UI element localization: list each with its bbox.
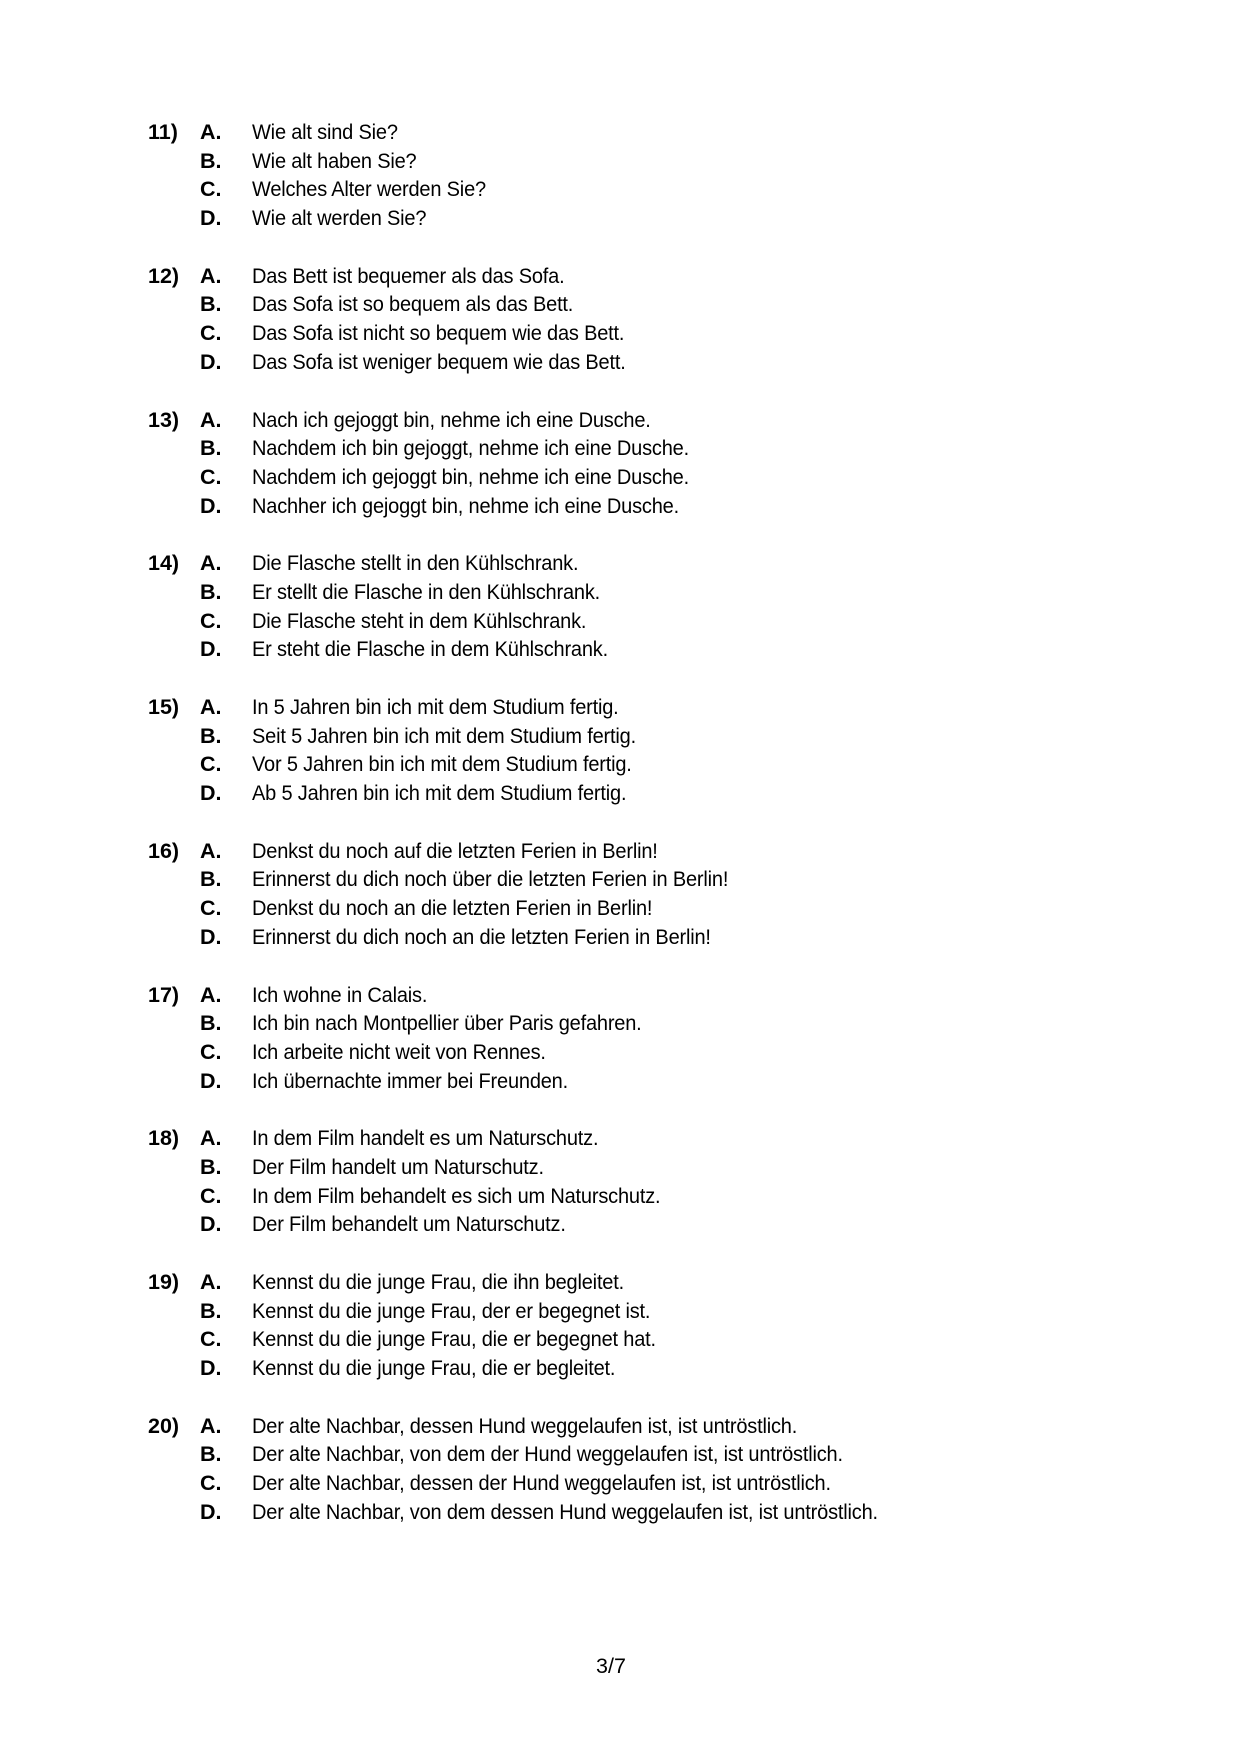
option-row bbox=[148, 923, 1148, 952]
option-row bbox=[148, 894, 1148, 923]
option-text: Wie alt werden Sie? bbox=[252, 206, 427, 231]
option-row bbox=[148, 693, 1148, 722]
option-letter: A. bbox=[200, 407, 222, 432]
question-12 bbox=[148, 262, 1148, 377]
option-text: Er stellt die Flasche in den Kühlschrank. bbox=[252, 579, 601, 604]
option-row bbox=[148, 1440, 1148, 1469]
option-letter: C. bbox=[200, 1471, 222, 1496]
option-text: Nachdem ich gejoggt bin, nehme ich eine Dusche. bbox=[252, 464, 689, 489]
option-row bbox=[148, 549, 1148, 578]
option-text: Ab 5 Jahren bin ich mit dem Studium fertig. bbox=[252, 781, 627, 806]
option-text: Ich arbeite nicht weit von Rennes. bbox=[252, 1039, 546, 1064]
option-text: Der alte Nachbar, dessen der Hund weggelaufen ist, ist untröstlich. bbox=[252, 1471, 831, 1496]
option-letter: D. bbox=[200, 1068, 222, 1093]
option-letter: B. bbox=[200, 723, 222, 748]
option-row bbox=[148, 1297, 1148, 1326]
option-text: Der alte Nachbar, von dem dessen Hund weggelaufen ist, ist untröstlich. bbox=[252, 1499, 878, 1524]
option-letter: C. bbox=[200, 177, 222, 202]
option-row bbox=[148, 1210, 1148, 1239]
option-text: Denkst du noch auf die letzten Ferien in Berlin! bbox=[252, 838, 658, 863]
option-letter: B. bbox=[200, 1154, 222, 1179]
question-11 bbox=[148, 118, 1148, 233]
question-18 bbox=[148, 1124, 1148, 1239]
question-15 bbox=[148, 693, 1148, 808]
option-row bbox=[148, 837, 1148, 866]
option-letter: A. bbox=[200, 1413, 222, 1438]
option-text: Der Film behandelt um Naturschutz. bbox=[252, 1212, 566, 1237]
question-14 bbox=[148, 549, 1148, 664]
option-text: Vor 5 Jahren bin ich mit dem Studium fertig. bbox=[252, 752, 632, 777]
option-letter: C. bbox=[200, 464, 222, 489]
option-row bbox=[148, 635, 1148, 664]
option-letter: D. bbox=[200, 637, 222, 662]
question-number: 18) bbox=[148, 1126, 180, 1151]
option-text: Der alte Nachbar, dessen Hund weggelaufen ist, ist untröstlich. bbox=[252, 1413, 798, 1438]
question-number: 11) bbox=[148, 120, 178, 144]
question-number: 15) bbox=[148, 695, 180, 719]
question-number: 20) bbox=[148, 1413, 180, 1438]
option-text: Seit 5 Jahren bin ich mit dem Studium fertig. bbox=[252, 723, 636, 748]
option-row bbox=[148, 1498, 1148, 1527]
option-row bbox=[148, 262, 1148, 291]
option-text: Kennst du die junge Frau, der er begegnet ist. bbox=[252, 1298, 651, 1323]
option-text: Er steht die Flasche in dem Kühlschrank. bbox=[252, 637, 608, 662]
option-text: Erinnerst du dich noch über die letzten Ferien in Berlin! bbox=[252, 867, 729, 892]
option-letter: B. bbox=[200, 867, 222, 892]
option-text: Wie alt haben Sie? bbox=[252, 148, 417, 173]
question-number: 12) bbox=[148, 263, 180, 288]
question-20 bbox=[148, 1412, 1148, 1527]
option-text: Erinnerst du dich noch an die letzten Ferien in Berlin! bbox=[252, 924, 711, 949]
option-letter: C. bbox=[200, 608, 222, 633]
option-letter: C. bbox=[200, 896, 222, 921]
option-row bbox=[148, 406, 1148, 435]
question-number: 13) bbox=[148, 407, 180, 432]
option-letter: D. bbox=[200, 1212, 222, 1237]
question-19 bbox=[148, 1268, 1148, 1383]
option-text: Nachdem ich bin gejoggt, nehme ich eine Dusche. bbox=[252, 436, 689, 461]
option-letter: C. bbox=[200, 752, 222, 777]
page-number: 3/7 bbox=[596, 1654, 626, 1678]
option-row bbox=[148, 434, 1148, 463]
option-letter: D. bbox=[200, 781, 222, 806]
question-number: 17) bbox=[148, 982, 180, 1007]
option-text: Nachher ich gejoggt bin, nehme ich eine Dusche. bbox=[252, 493, 679, 518]
option-row bbox=[148, 463, 1148, 492]
option-letter: C. bbox=[200, 1183, 222, 1208]
option-letter: B. bbox=[200, 292, 222, 317]
option-row bbox=[148, 118, 1148, 147]
option-letter: A. bbox=[200, 695, 222, 719]
option-letter: B. bbox=[200, 1011, 222, 1036]
option-letter: D. bbox=[200, 206, 222, 231]
option-letter: A. bbox=[200, 1126, 222, 1151]
option-letter: C. bbox=[200, 1327, 222, 1352]
option-letter: D. bbox=[200, 924, 222, 949]
option-row bbox=[148, 1268, 1148, 1297]
option-row bbox=[148, 290, 1148, 319]
option-letter: D. bbox=[200, 1499, 222, 1524]
option-text: In dem Film handelt es um Naturschutz. bbox=[252, 1126, 599, 1151]
option-letter: A. bbox=[200, 263, 222, 288]
option-letter: B. bbox=[200, 579, 222, 604]
option-row bbox=[148, 1182, 1148, 1211]
option-text: In dem Film behandelt es sich um Naturschutz. bbox=[252, 1183, 661, 1208]
question-number: 14) bbox=[148, 551, 180, 576]
option-letter: C. bbox=[200, 1039, 222, 1064]
option-letter: A. bbox=[200, 838, 222, 863]
question-16 bbox=[148, 837, 1148, 952]
option-text: Der Film handelt um Naturschutz. bbox=[252, 1154, 544, 1179]
option-text: Das Sofa ist so bequem als das Bett. bbox=[252, 292, 574, 317]
option-row bbox=[148, 1067, 1148, 1096]
option-row bbox=[148, 607, 1148, 636]
option-text: Kennst du die junge Frau, die er begegnet hat. bbox=[252, 1327, 656, 1352]
option-row bbox=[148, 1412, 1148, 1441]
option-row bbox=[148, 865, 1148, 894]
option-row bbox=[148, 1469, 1148, 1498]
option-row bbox=[148, 1124, 1148, 1153]
option-text: Kennst du die junge Frau, die ihn begleitet. bbox=[252, 1270, 624, 1294]
option-text: In 5 Jahren bin ich mit dem Studium fertig. bbox=[252, 695, 619, 719]
option-text: Nach ich gejoggt bin, nehme ich eine Dusche. bbox=[252, 407, 651, 432]
option-row bbox=[148, 578, 1148, 607]
question-list bbox=[148, 118, 1148, 1556]
option-text: Kennst du die junge Frau, die er begleitet. bbox=[252, 1356, 616, 1381]
question-number: 19) bbox=[148, 1270, 180, 1294]
option-text: Das Sofa ist weniger bequem wie das Bett. bbox=[252, 349, 626, 374]
option-text: Die Flasche steht in dem Kühlschrank. bbox=[252, 608, 587, 633]
option-row bbox=[148, 1325, 1148, 1354]
option-row bbox=[148, 722, 1148, 751]
option-row bbox=[148, 147, 1148, 176]
question-13 bbox=[148, 406, 1148, 521]
option-letter: B. bbox=[200, 1442, 222, 1467]
option-letter: A. bbox=[200, 551, 222, 576]
option-text: Welches Alter werden Sie? bbox=[252, 177, 486, 202]
option-row bbox=[148, 492, 1148, 521]
option-text: Denkst du noch an die letzten Ferien in Berlin! bbox=[252, 896, 653, 921]
option-row bbox=[148, 175, 1148, 204]
option-row bbox=[148, 750, 1148, 779]
option-row bbox=[148, 981, 1148, 1010]
question-number: 16) bbox=[148, 838, 180, 863]
option-letter: B. bbox=[200, 148, 222, 173]
option-row bbox=[148, 204, 1148, 233]
option-text: Ich übernachte immer bei Freunden. bbox=[252, 1068, 568, 1093]
option-letter: B. bbox=[200, 1298, 222, 1323]
option-row bbox=[148, 319, 1148, 348]
option-letter: D. bbox=[200, 1356, 222, 1381]
option-text: Der alte Nachbar, von dem der Hund weggelaufen ist, ist untröstlich. bbox=[252, 1442, 843, 1467]
option-letter: A. bbox=[200, 1270, 222, 1294]
option-row bbox=[148, 779, 1148, 808]
question-17 bbox=[148, 981, 1148, 1096]
option-text: Das Bett ist bequemer als das Sofa. bbox=[252, 263, 565, 288]
option-row bbox=[148, 1009, 1148, 1038]
option-row bbox=[148, 1153, 1148, 1182]
option-text: Das Sofa ist nicht so bequem wie das Bett. bbox=[252, 321, 625, 346]
option-row bbox=[148, 348, 1148, 377]
option-letter: B. bbox=[200, 436, 222, 461]
option-text: Ich wohne in Calais. bbox=[252, 982, 428, 1007]
option-letter: D. bbox=[200, 493, 222, 518]
option-text: Ich bin nach Montpellier über Paris gefahren. bbox=[252, 1011, 642, 1036]
option-text: Wie alt sind Sie? bbox=[252, 120, 398, 144]
option-row bbox=[148, 1354, 1148, 1383]
option-letter: C. bbox=[200, 321, 222, 346]
option-letter: A. bbox=[200, 982, 222, 1007]
option-row bbox=[148, 1038, 1148, 1067]
option-text: Die Flasche stellt in den Kühlschrank. bbox=[252, 551, 579, 576]
option-letter: D. bbox=[200, 349, 222, 374]
option-letter: A. bbox=[200, 120, 222, 144]
